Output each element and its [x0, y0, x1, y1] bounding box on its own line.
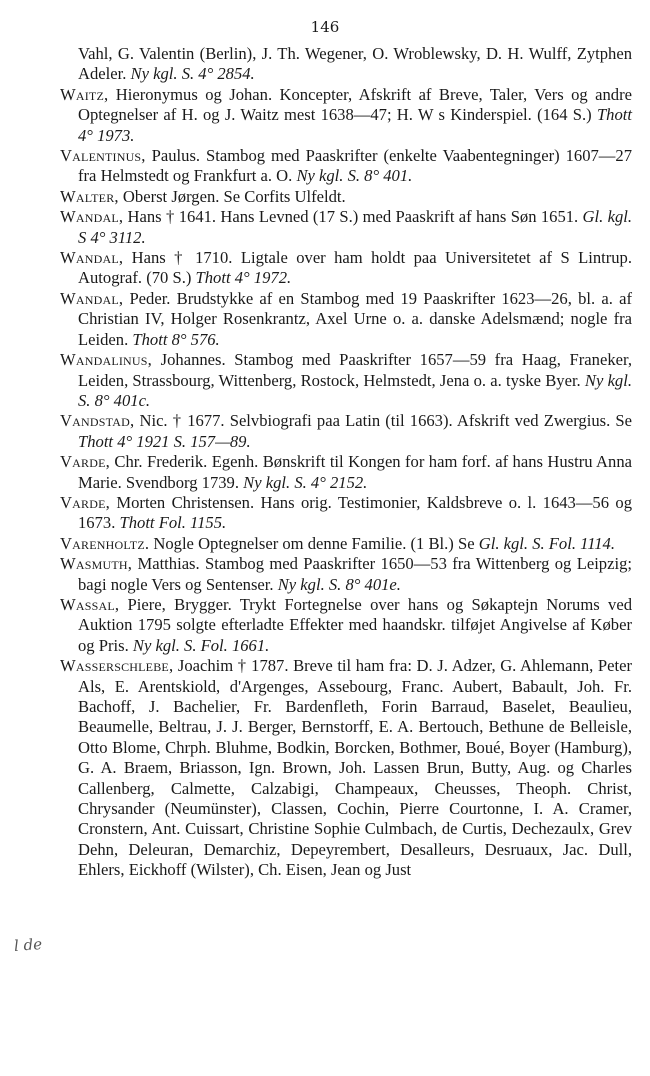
entry-text: Vahl, G. Valentin (Berlin), J. Th. Wegener, O. Wroblewsky, D. H. Wulff, Zytphen Adeler.	[78, 44, 632, 84]
entry-text: Morten Christensen. Hans orig. Testimonier, Kaldsbreve o. l. 1643—56 og 1673.	[78, 492, 632, 533]
entry-headword: Wandal,	[60, 288, 124, 308]
list-item	[60, 187, 632, 207]
entry-headword: Varenholtz.	[60, 533, 150, 553]
entry-reference: Thott 4° 1972.	[195, 268, 292, 288]
list-item	[60, 554, 632, 595]
entry-headword: Wandal,	[60, 207, 124, 227]
entry-text: Oberst Jørgen. Se Corfits Ulfeldt.	[118, 186, 346, 206]
page-number: 146	[310, 18, 340, 36]
entry-headword: Varde,	[60, 492, 110, 512]
entry-text: Chr. Frederik. Egenh. Bønskrift til Kongen for ham forf. af hans Hustru Anna Marie. Svendborg 1739.	[78, 452, 632, 492]
entry-reference: Thott 4° 1973.	[78, 105, 632, 145]
entry-text: Peder. Brudstykke af en Stambog med 19 Paaskrifter 1623—26, bl. a. af Christian IV, Holger Rosenkrantz, Axel Urne o. a. danske Adelsmænd; nogle fra Leiden.	[78, 288, 632, 349]
entry-text: Paulus. Stambog med Paaskrifter (enkelte Vaabentegninger) 1607—27 fra Helmstedt og Frankfurt a. O.	[78, 146, 632, 186]
entry-text: Hieronymus og Johan. Koncepter, Afskrift af Breve, Taler, Vers og andre Optegnelser af H. og J. Waitz mest 1638—47; H. W s Kinderspiel. (164 S.)	[78, 84, 632, 125]
list-item	[60, 534, 632, 554]
list-item	[60, 350, 632, 411]
list-item	[60, 452, 632, 493]
entry-headword: Waitz,	[60, 84, 109, 104]
entry-reference: Ny kgl. S. 8° 401e.	[277, 574, 401, 594]
entry-headword: Wandalinus,	[60, 350, 153, 370]
entry-reference: Ny kgl. S. 4° 2854.	[130, 64, 255, 84]
list-item	[60, 289, 632, 350]
list-item	[60, 44, 632, 85]
entry-reference: Ny kgl. S. Fol. 1661.	[132, 635, 270, 655]
entry-headword: Vandstad,	[60, 411, 135, 431]
entry-text: Matthias. Stambog med Paaskrifter 1650—53 fra Wittenberg og Leipzig; bagi nogle Vers og Sentenser.	[78, 554, 632, 594]
entry-headword: Wasmuth,	[60, 554, 133, 574]
list-item	[60, 656, 632, 880]
list-item	[60, 411, 632, 452]
entry-text: Nic. † 1677. Selvbiografi paa Latin (til 1663). Afskrift ved Zwergius. Se	[134, 411, 632, 431]
handwritten-margin-note: l de	[13, 935, 43, 955]
entry-headword: Walter,	[60, 186, 119, 206]
entry-text: Joachim † 1787. Breve til ham fra: D. J. Adzer, G. Ahlemann, Peter Als, E. Arentskiold, d'Argenges, Assebourg, Franc. Aubert, Babault, Joh. Fr. Bachoff, J. Bachelier, Fr. Bardenfleth, Forin Barraud, Baselet, Beaulieu, Beaumelle, Beltrau, J. J. Berger, Bernstorff, E. A. Bertouch, Bethune de Belleisle, Otto Blome, Chrph. Bluhme, Bodkin, Borcken, Bothmer, Boué, Boyer (Hamburg), G. A. Braem, Briasson, Ign. Brown, Joh. Lassen Brun, Butty, Aug. og Charles Callenberg, Calmette, Calzabigi, Champeaux, Cheusses, Theoph. Christ, Chrysander (Neumünster), Classen, Cochin, Pierre Courtonne, I. A. Cramer, Cronstern, Ant. Cuissart, Christine Sophie Culmbach, de Curtis, Dechezaulx, Grev Dehn, Deleuran, Demarchiz, Depeyrembert, Desalleurs, Desruaux, Jac. Dull, Ehlers, Eickhoff (Wilster), Ch. Eisen, Jean og Just	[78, 656, 632, 880]
entry-reference: Ny kgl. S. 4° 2152.	[243, 472, 368, 492]
list-item	[60, 207, 632, 248]
entry-headword: Varde,	[60, 452, 110, 472]
list-item	[60, 248, 632, 289]
entry-headword: Valentinus,	[60, 146, 146, 166]
entry-reference: Thott 4° 1921 S. 157—89.	[78, 431, 251, 451]
list-item	[60, 146, 632, 187]
entry-reference: Gl. kgl. S 4° 3112.	[78, 207, 632, 247]
entry-headword: Wassal,	[60, 594, 120, 614]
entry-text: Johannes. Stambog med Paaskrifter 1657—59 fra Haag, Franeker, Leiden, Strassbourg, Wittenberg, Rostock, Helmstedt, Jena o. a. tyske Byer.	[78, 350, 632, 390]
entry-headword: Wandal,	[60, 248, 124, 268]
list-item	[60, 493, 632, 534]
entry-text: Piere, Brygger. Trykt Fortegnelse over hans og Søkaptejn Norums ved Auktion 1795 solgte efterladte Effekter med haandskr. tilføjet Angivelse af Køber og Pris.	[78, 594, 632, 655]
entry-reference: Thott Fol. 1155.	[119, 513, 227, 533]
entry-text: Nogle Optegnelser om denne Familie. (1 Bl.) Se	[149, 533, 475, 553]
list-item	[60, 595, 632, 656]
entry-reference: Thott 8° 576.	[132, 329, 220, 349]
list-item	[60, 85, 632, 146]
entry-reference: Ny kgl. S. 8° 401c.	[78, 370, 632, 410]
entry-reference: Ny kgl. S. 8° 401.	[296, 166, 413, 186]
entry-headword: Wasserschlebe,	[60, 656, 174, 676]
entry-text: Hans † 1710. Ligtale over ham holdt paa Universitetet af S Lintrup. Autograf. (70 S.)	[78, 248, 632, 288]
entry-text: Hans † 1641. Hans Levned (17 S.) med Paaskrift af hans Søn 1651.	[123, 207, 579, 227]
entry-list	[60, 44, 632, 881]
entry-reference: Gl. kgl. S. Fol. 1114.	[478, 533, 615, 553]
